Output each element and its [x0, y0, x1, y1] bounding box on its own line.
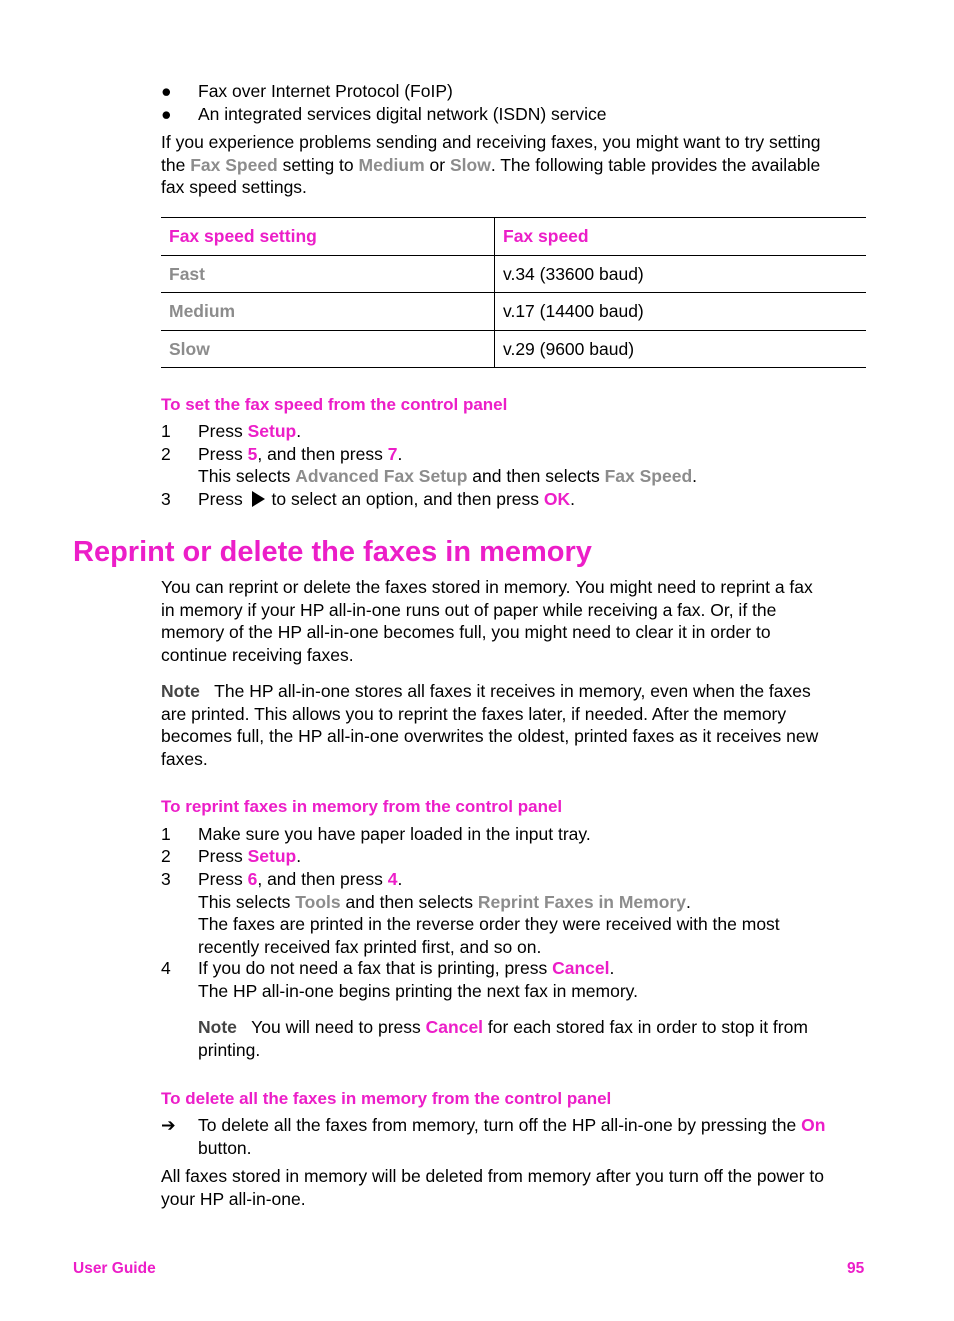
step-text: Press to select an option, and then press OK.: [198, 489, 576, 509]
step-text: If you do not need a fax that is printing, press Cancel. The HP all-in-one begins printing the next fax in memory.: [198, 958, 638, 1001]
fax-speed-term: Fax Speed: [190, 154, 278, 175]
step-text: Press 5, and then press 7.: [198, 444, 403, 464]
step-number: 3: [161, 869, 171, 889]
right-arrow-icon: [252, 491, 265, 507]
bullet-item: An integrated services digital network (ISDN) service: [198, 104, 607, 124]
note-label: Note: [198, 1017, 237, 1037]
arrow-icon: ➔: [161, 1115, 176, 1135]
step-detail: This selects Advanced Fax Setup and then selects Fax Speed.: [198, 466, 698, 486]
bullet-item: Fax over Internet Protocol (FoIP): [198, 81, 453, 101]
slow-term: Slow: [449, 154, 491, 175]
footer-title: User Guide: [73, 1260, 156, 1277]
table-header-row: [161, 218, 866, 256]
table-header-cell: Fax speed: [495, 218, 867, 256]
procedure-heading: To delete all the faxes in memory from the control panel: [161, 1089, 612, 1108]
table-cell-speed: v.29 (9600 baud): [495, 330, 867, 368]
step-number: 3: [161, 489, 171, 509]
medium-term: Medium: [358, 154, 425, 175]
table-cell-setting: Medium: [161, 293, 495, 331]
ok-key: OK: [543, 489, 571, 509]
section-intro: You can reprint or delete the faxes stored in memory. You might need to reprint a fax in memory if your HP all-in-one runs out of paper while receiving a fax. Or, if the memory of the HP all-in-one becomes full, you might need to clear it in order to continue receiving faxes.: [161, 577, 813, 665]
step-number: 2: [161, 444, 171, 464]
step-text: To delete all the faxes from memory, turn off the HP all-in-one by pressing the On button.: [198, 1115, 826, 1158]
table-cell-setting: Slow: [161, 330, 495, 368]
bullet-icon: ●: [161, 81, 172, 101]
setup-key: Setup: [247, 846, 297, 866]
note-block: Note The HP all-in-one stores all faxes it receives in memory, even when the faxes are printed. This allows you to reprint the faxes later, if needed. After the memory becomes full, the HP all-in-one overwrites the oldest, printed faxes as it receives new faxes.: [161, 681, 819, 769]
setup-key: Setup: [247, 421, 297, 441]
note-label: Note: [161, 681, 200, 701]
section-title: Reprint or delete the faxes in memory: [73, 536, 592, 568]
intro-paragraph: If you experience problems sending and receiving faxes, you might want to try setting the Fax Speed setting to Medium or Slow. The following table provides the available fax speed settings.: [161, 132, 821, 197]
step-text: Press Setup.: [198, 421, 302, 441]
table-header-cell: Fax speed setting: [161, 218, 495, 256]
note-block: Note You will need to press Cancel for each stored fax in order to stop it from printing.: [198, 1017, 808, 1060]
step-number: 1: [161, 824, 171, 844]
table-cell-setting: Fast: [161, 255, 495, 293]
fax-speed-table: [161, 217, 866, 368]
step-number: 2: [161, 846, 171, 866]
table-cell-speed: v.34 (33600 baud): [495, 255, 867, 293]
cancel-key: Cancel: [425, 1017, 484, 1037]
cancel-key: Cancel: [552, 958, 610, 978]
on-key: On: [801, 1115, 826, 1135]
procedure-heading: To set the fax speed from the control panel: [161, 395, 508, 414]
table-row: [161, 255, 866, 293]
page-number: 95: [847, 1260, 865, 1277]
closing-paragraph: All faxes stored in memory will be deleted from memory after you turn off the power to your HP all-in-one.: [161, 1166, 825, 1209]
table-row: [161, 330, 866, 368]
step-number: 4: [161, 958, 171, 978]
step-text: Make sure you have paper loaded in the input tray.: [198, 824, 591, 844]
step-text: Press Setup.: [198, 846, 302, 866]
table-cell-speed: v.17 (14400 baud): [495, 293, 867, 331]
procedure-heading: To reprint faxes in memory from the control panel: [161, 797, 563, 816]
bullet-icon: ●: [161, 104, 172, 124]
table-row: [161, 293, 866, 331]
step-text: Press 6, and then press 4. This selects Tools and then selects Reprint Faxes in Memory. The faxes are printed in the reverse order they were received with the most recently received fax printed first, and so on.: [198, 869, 780, 957]
step-number: 1: [161, 421, 171, 441]
